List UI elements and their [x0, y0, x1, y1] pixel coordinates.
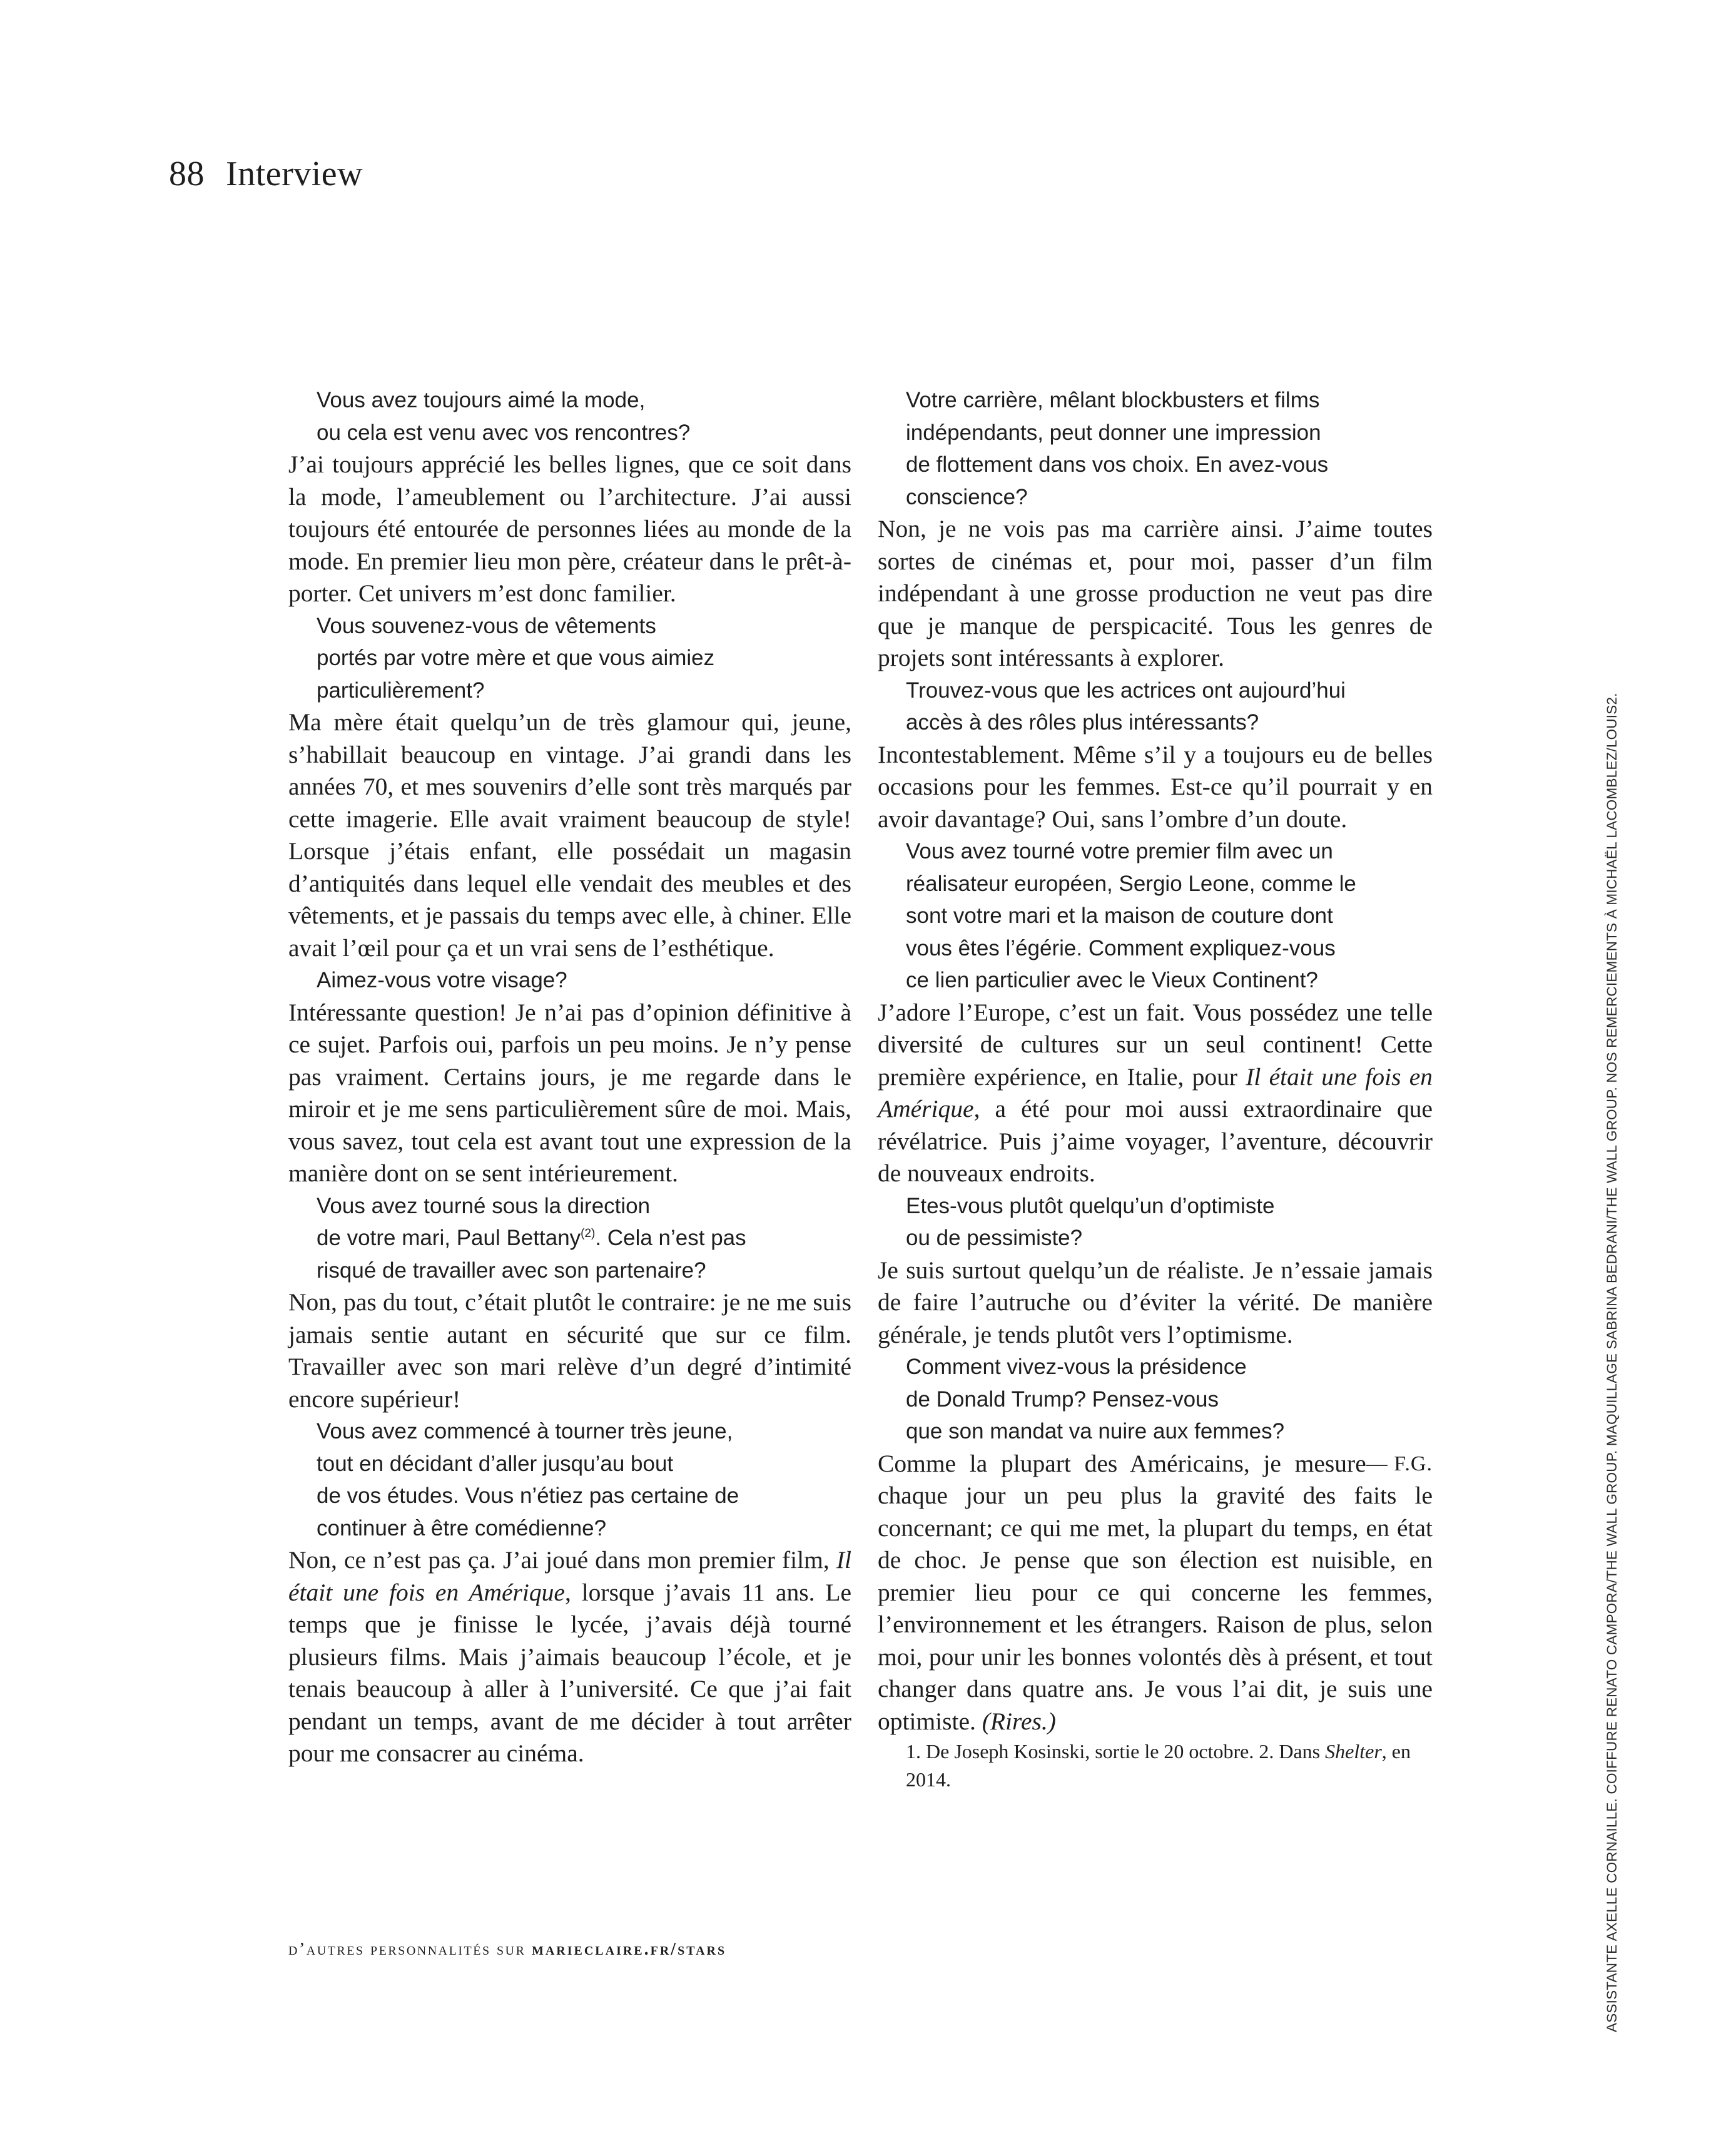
left-column — [288, 384, 851, 1770]
answer: J’ai toujours apprécié les belles lignes, que ce soit dans la mode, l’ameublement ou l’architecture. J’ai aussi toujours été entourée de personnes liées au monde de la mode. En premier lieu mon père, créateur dans le prêt-à-porter. Cet univers m’est donc familier. — [288, 450, 851, 607]
answer: Incontestablement. Même s’il y a toujours eu de belles occasions pour les femmes. Est-ce qu’il pourrait y en avoir davantage? Oui, sans l’ombre d’un doute. — [878, 740, 1433, 833]
author-signature: — F.G. — [1366, 1452, 1433, 1475]
footer-site[interactable]: marieclaire.fr/stars — [531, 1940, 727, 1959]
right-column — [878, 384, 1433, 1794]
question: Vous avez toujours aimé la mode, ou cela est venu avec vos rencontres? — [317, 388, 691, 445]
question: Votre carrière, mêlant blockbusters et films indépendants, peut donner une impression de flottement dans vos choix. En avez-vous conscience? — [906, 388, 1329, 509]
answer: Non, je ne vois pas ma carrière ainsi. J’aime toutes sortes de cinémas et, pour moi, passer d’un film indépendant à une grosse production ne veut pas dire que je manque de perspicacité. Tous les genres de projets sont intéressants à explorer. — [878, 515, 1433, 671]
answer: J’adore l’Europe, c’est un fait. Vous possédez une telle diversité de cultures sur un seul continent! Cette première expérience, en Italie, pour Il était une fois en Amérique, a été pour moi aussi extraordinaire que révélatrice. Puis j’aime voyager, l’aventure, découvrir de nouveaux endroits. — [878, 998, 1433, 1187]
question: Vous souvenez-vous de vêtements portés par votre mère et que vous aimiez particulièrement? — [317, 613, 715, 703]
answer: Ma mère était quelqu’un de très glamour qui, jeune, s’habillait beaucoup en vintage. J’ai grandi dans les années 70, et mes souvenirs d’elle sont très marqués par cette imagerie. Elle avait vraiment beaucoup de style! Lorsque j’étais enfant, elle possédait un magasin d’antiquités dans lequel elle vendait des meubles et des vêtements, et je passais du temps avec elle, à chiner. Elle avait l’œil pour ça et un vrai sens de l’esthétique. — [288, 708, 851, 962]
footer-prefix: d’autres personnalités sur — [288, 1940, 526, 1959]
answer: Non, ce n’est pas ça. J’ai joué dans mon premier film, Il était une fois en Amérique, lorsque j’avais 11 ans. Le temps que je finisse le lycée, j’avais déjà tourné plusieurs films. Mais j’aimais beaucoup l’école, et je tenais beaucoup à aller à l’université. Ce que j’ai fait pendant un temps, avant de me décider à tout arrêter pour me consacrer au cinéma. — [288, 1546, 851, 1767]
page-number: 88 — [169, 155, 205, 193]
question: Etes-vous plutôt quelqu’un d’optimiste ou de pessimiste? — [906, 1193, 1275, 1250]
question: Aimez-vous votre visage? — [317, 968, 567, 992]
question: Vous avez tourné votre premier film avec un réalisateur européen, Sergio Leone, comme le sont votre mari et la maison de couture dont vous êtes l’égérie. Comment expliquez-vous ce lien particulier avec le Vieux Continent? — [906, 839, 1356, 992]
answer: Intéressante question! Je n’ai pas d’opinion définitive à ce sujet. Parfois oui, parfois un peu moins. Je n’y pense pas vraiment. Certains jours, je me regarde dans le miroir et je me sens particulièrement sûre de moi. Mais, vous savez, tout cela est avant tout une expression de la manière dont on se sent intérieurement. — [288, 998, 851, 1187]
footer-link[interactable] — [288, 1940, 726, 1960]
running-header — [169, 149, 363, 199]
photo-credit: ASSISTANTE AXELLE CORNAILLE. COIFFURE RENATO CAMPORA/THE WALL GROUP. MAQUILLAGE SABRINA BEDRANI/THE WALL GROUP. NOS REMERCIEMENTS À MICHAËL LACOMBLEZ/LOUIS2. — [1604, 693, 1620, 2032]
question: Vous avez tourné sous la direction de votre mari, Paul Bettany$^{(2)}$. Cela n’est pas risqué de travailler avec son partenaire? — [317, 1193, 746, 1283]
question: Comment vivez-vous la présidence de Donald Trump? Pensez-vous que son mandat va nuire aux femmes? — [906, 1355, 1285, 1443]
answer: Non, pas du tout, c’était plutôt le contraire: je ne me suis jamais sentie autant en sécurité que sur ce film. Travailler avec son mari relève d’un degré d’intimité encore supérieur! — [288, 1288, 851, 1413]
answer: — F.G. Comme la plupart des Américains, je mesure chaque jour un peu plus la gravité des faits le concernant; ce qui me met, la plupart du temps, en état de choc. Je pense que son élection est nuisible, en premier lieu pour ce qui concerne les femmes, l’environnement et les étrangers. Raison de plus, selon moi, pour unir les bonnes volontés dès à présent, et tout changer dans quatre ans. Je vous l’ai dit, je suis une optimiste. (Rires.) — [878, 1448, 1433, 1738]
question: Trouvez-vous que les actrices ont aujourd’hui accès à des rôles plus intéressants? — [906, 678, 1346, 735]
answer: Je suis surtout quelqu’un de réaliste. Je n’essaie jamais de faire l’autruche ou d’éviter la vérité. De manière générale, je tends plutôt vers l’optimisme. — [878, 1256, 1433, 1348]
question: Vous avez commencé à tourner très jeune, tout en décidant d’aller jusqu’au bout de vos études. Vous n’étiez pas certaine de continuer à être comédienne? — [317, 1419, 739, 1540]
footnotes: 1. De Joseph Kosinski, sortie le 20 octobre. 2. Dans Shelter, en 2014. — [906, 1740, 1411, 1791]
section-title: Interview — [226, 155, 363, 193]
